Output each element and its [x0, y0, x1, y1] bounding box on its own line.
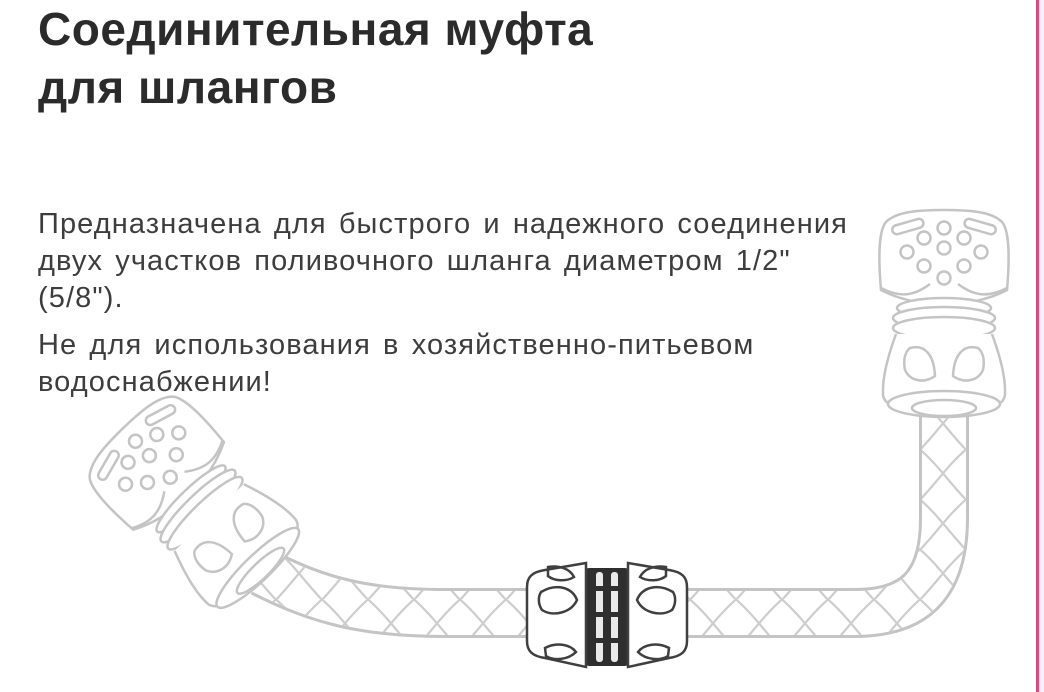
- paragraph-2-line-2: водоснабжении!: [38, 366, 272, 398]
- right-edge-strip: [1039, 0, 1044, 692]
- paragraph-1-line-3: (5/8").: [38, 282, 124, 314]
- right-accent-line: [1036, 0, 1039, 692]
- paragraph-2-line-1: Не для использования в хозяйственно-питьевом: [38, 329, 755, 361]
- center-coupling: [527, 563, 687, 667]
- paragraph-1-line-1: Предназначена для быстрого и надежного соединения: [38, 208, 848, 240]
- page-title-line-2: для шлангов: [38, 61, 338, 113]
- paragraph-1-line-2: двух участков поливочного шланга диаметром 1/2": [38, 245, 791, 277]
- right-hose-connector: [879, 210, 1008, 417]
- page-title-line-1: Соединительная муфта: [38, 3, 594, 55]
